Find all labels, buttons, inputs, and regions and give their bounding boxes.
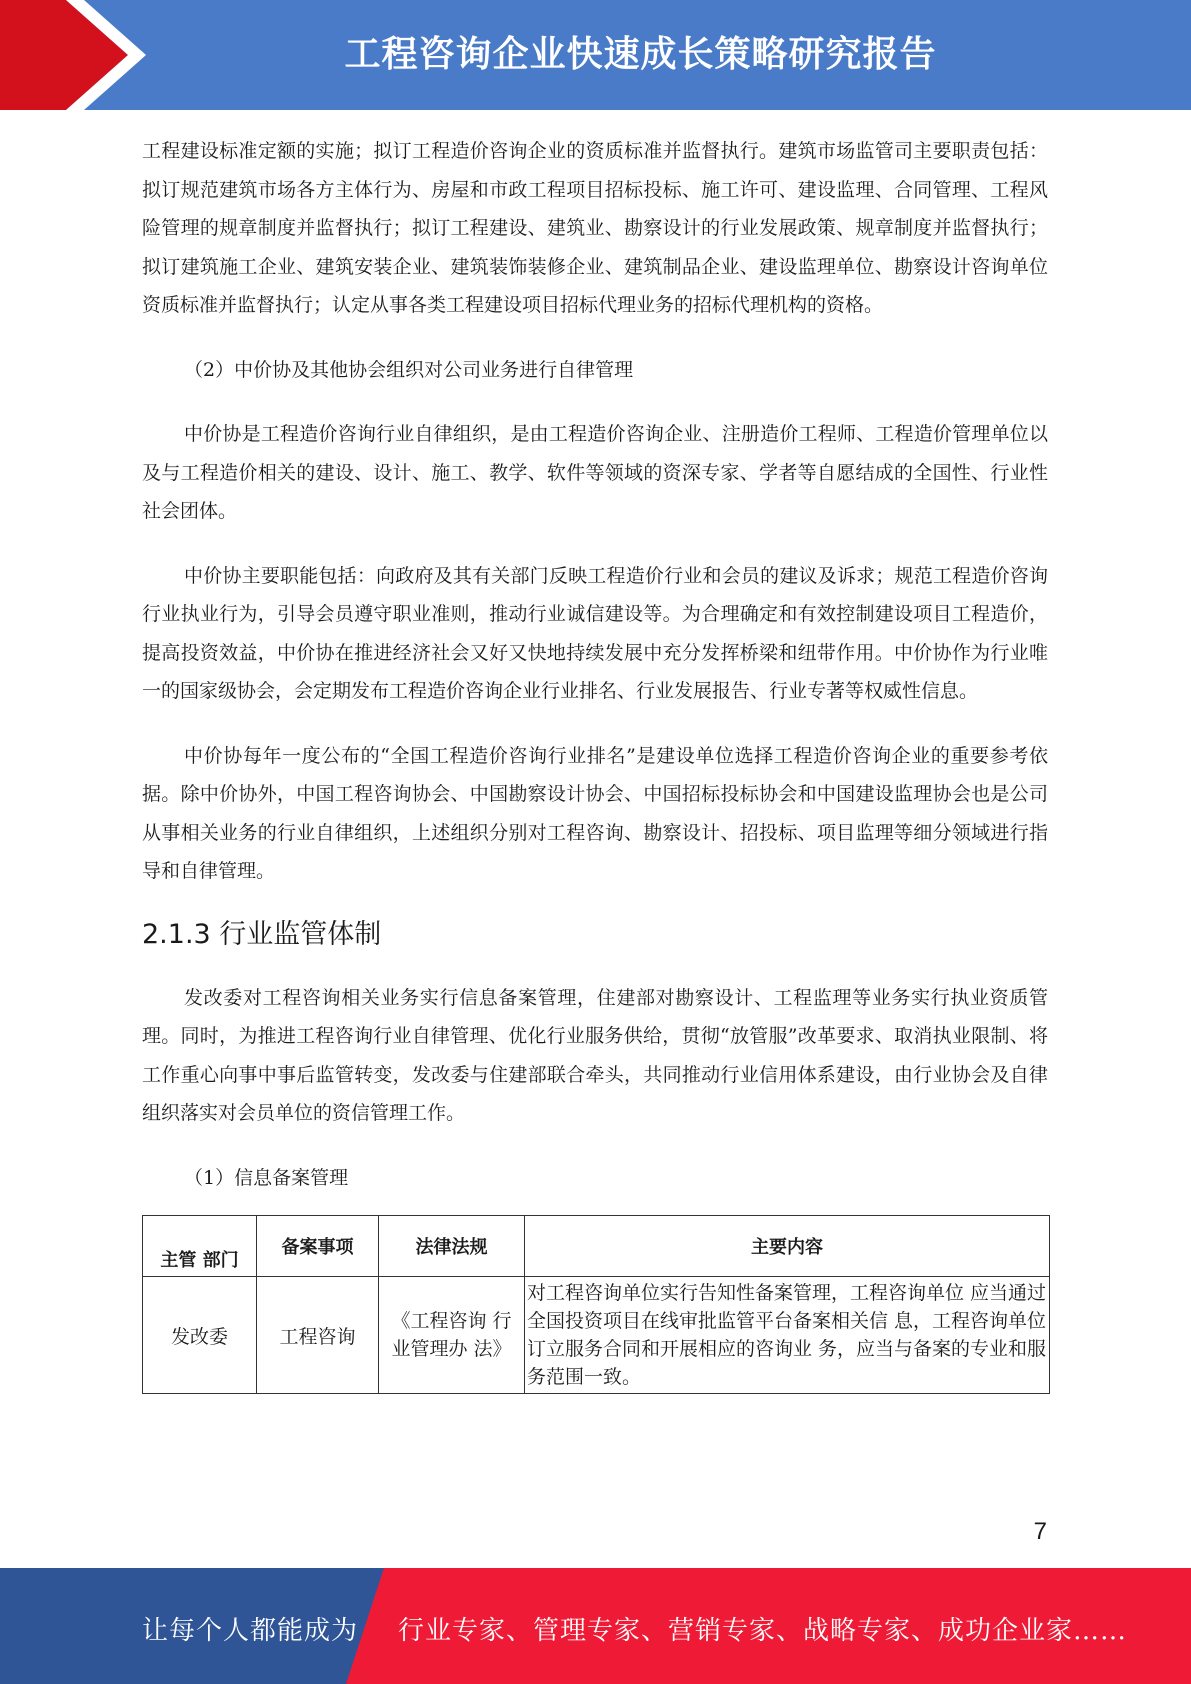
paragraph-association-intro: 中价协是工程造价咨询行业自律组织，是由工程造价咨询企业、注册造价工程师、工程造价管理单位以及与工程造价相关的建设、设计、施工、教学、软件等领域的资深专家、学者等自愿结成的全国性、行业性社会团体。 (142, 423, 1048, 522)
cell-item: 工程咨询 (257, 1277, 379, 1394)
paragraph-association-functions: 中价协主要职能包括：向政府及其有关部门反映工程造价行业和会员的建议及诉求；规范工程造价咨询行业执业行为，引导会员遵守职业准则，推动行业诚信建设等。为合理确定和有效控制建设项目工程造价，提高投资效益，中价协在推进经济社会又好又快地持续发展中充分发挥桥梁和纽带作用。中价协作为行业唯一的国家级协会，会定期发布工程造价咨询企业行业排名、行业发展报告、行业专著等权威性信息。 (142, 564, 1048, 702)
header-item: 备案事项 (257, 1216, 379, 1277)
footer-slogan-right: 行业专家、管理专家、营销专家、战略专家、成功企业家…… (398, 1616, 1128, 1646)
paragraph-industry-ranking: 中价协每年一度公布的“全国工程造价咨询行业排名”是建设单位选择工程造价咨询企业的重要参考依据。除中价协外，中国工程咨询协会、中国勘察设计协会、中国招标投标协会和中国建设监理协会也是公司从事相关业务的行业自律组织，上述组织分别对工程咨询、勘察设计、招投标、项目监理等细分领域进行指导和自律管理。 (142, 744, 1048, 882)
report-title: 工程咨询企业快速成长策略研究报告 (344, 34, 937, 75)
page-header (0, 0, 1191, 110)
header-content: 主要内容 (525, 1216, 1050, 1277)
table-row (143, 1277, 1050, 1394)
table-header-row (143, 1216, 1050, 1277)
header-law: 法律法规 (379, 1216, 525, 1277)
footer-slogan-left: 让每个人都能成为 (142, 1616, 359, 1646)
page-number: 7 (1033, 1518, 1047, 1545)
cell-dept: 发改委 (143, 1277, 257, 1394)
header-dept: 主管 部门 (143, 1216, 257, 1277)
subheading-association: （2）中价协及其他协会组织对公司业务进行自律管理 (184, 358, 634, 381)
main-content (142, 132, 1048, 1394)
paragraph-regulatory-system: 发改委对工程咨询相关业务实行信息备案管理，住建部对勘察设计、工程监理等业务实行执业资质管理。同时，为推进工程咨询行业自律管理、优化行业服务供给，贯彻“放管服”改革要求、取消执业限制、将工作重心向事中事后监管转变，发改委与住建部联合牵头，共同推动行业信用体系建设，由行业协会及自律组织落实对会员单位的资信管理工作。 (142, 986, 1048, 1124)
paragraph-ministry-duties: 工程建设标准定额的实施；拟订工程造价咨询企业的资质标准并监督执行。建筑市场监管司主要职责包括：拟订规范建筑市场各方主体行为、房屋和市政工程项目招标投标、施工许可、建设监理、合同管理、工程风险管理的规章制度并监督执行；拟订工程建设、建筑业、勘察设计的行业发展政策、规章制度并监督执行；拟订建筑施工企业、建筑安装企业、建筑装饰装修企业、建筑制品企业、建设监理单位、勘察设计咨询单位资质标准并监督执行；认定从事各类工程建设项目招标代理业务的招标代理机构的资格。 (142, 140, 1048, 316)
filing-table (142, 1215, 1050, 1394)
page-footer (0, 1568, 1191, 1684)
cell-law: 《工程咨询 行业管理办 法》 (379, 1277, 525, 1394)
section-heading: 2.1.3 行业监管体制 (142, 918, 382, 950)
subheading-info-filing: （1）信息备案管理 (184, 1166, 349, 1189)
cell-content: 对工程咨询单位实行告知性备案管理，工程咨询单位 应当通过全国投资项目在线审批监管平台备案相关信 息，工程咨询单位订立服务合同和开展相应的咨询业 务，应当与备案的专业和服务范围一致。 (525, 1277, 1050, 1394)
